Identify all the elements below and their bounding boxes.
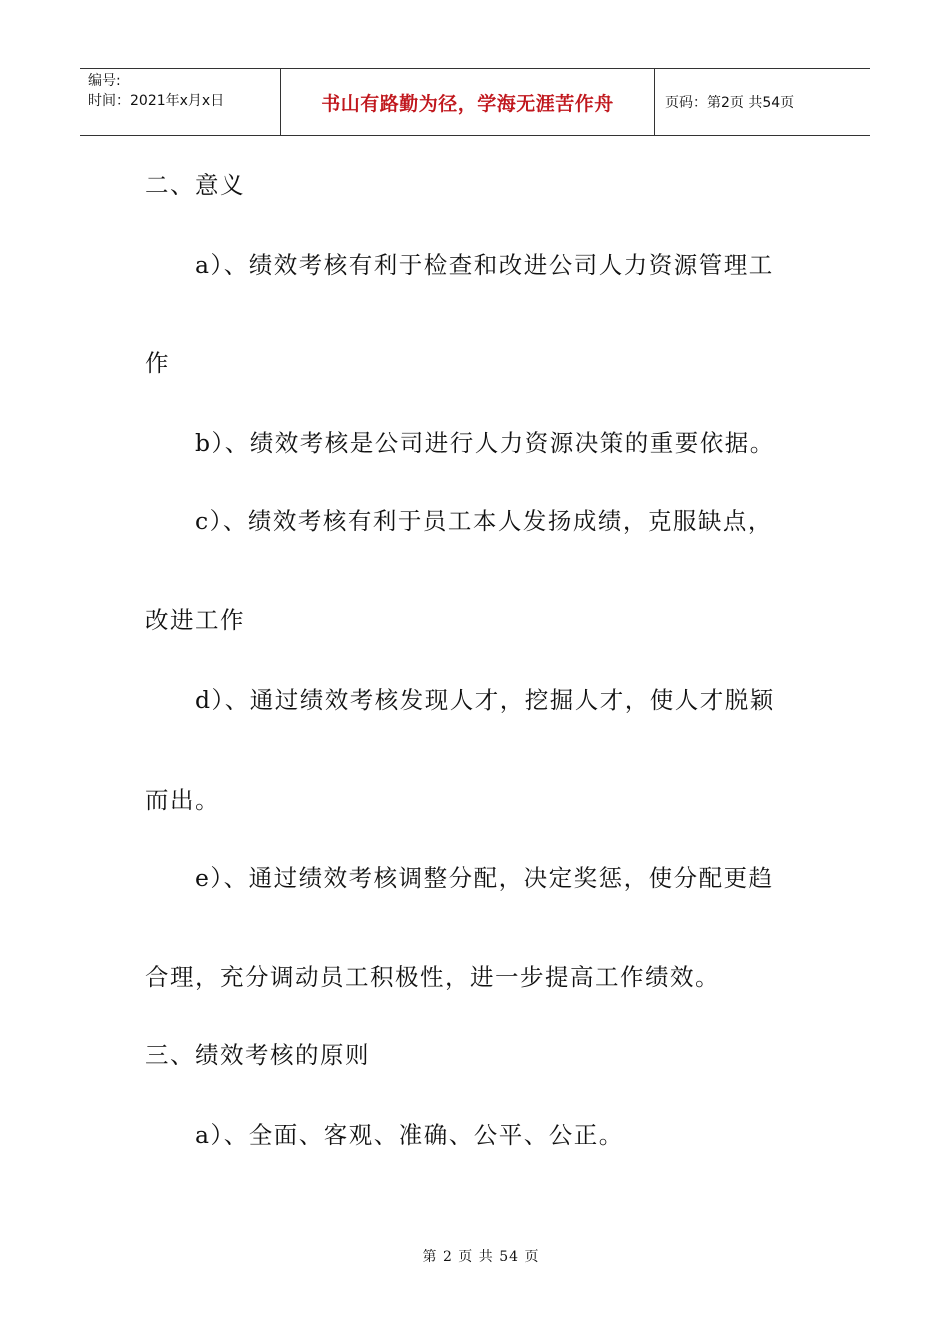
header-page-cell: [655, 69, 870, 135]
header-page-info: 页码：第2页 共54页: [665, 95, 795, 111]
paragraph-line: 改进工作: [145, 606, 245, 634]
paragraph-line: c）、绩效考核有利于员工本人发扬成绩，克服缺点，: [195, 507, 773, 535]
paragraph-line: a）、全面、客观、准确、公平、公正。: [195, 1121, 624, 1149]
paragraph-line: 合理，充分调动员工积极性，进一步提高工作绩效。: [145, 963, 720, 991]
paragraph-line: b）、绩效考核是公司进行人力资源决策的重要依据。: [195, 429, 775, 457]
paragraph-line: d）、通过绩效考核发现人才，挖掘人才，使人才脱颖: [195, 686, 775, 714]
section-heading-significance: 二、意义: [145, 171, 245, 199]
paragraph-line: e）、通过绩效考核调整分配，决定奖惩，使分配更趋: [195, 864, 774, 892]
paragraph-line: 作: [145, 349, 170, 377]
document-number-label: 编号:: [88, 73, 121, 89]
header-motto-cell: [281, 69, 655, 135]
page-header: [80, 68, 870, 136]
paragraph-line: 而出。: [145, 786, 220, 814]
header-motto: 书山有路勤为径，学海无涯苦作舟: [321, 92, 614, 115]
section-heading-principles: 三、绩效考核的原则: [145, 1041, 370, 1069]
page-footer: 第 2 页 共 54 页: [422, 1249, 540, 1265]
paragraph-line: a）、绩效考核有利于检查和改进公司人力资源管理工: [195, 251, 774, 279]
document-date-label: 时间：2021年x月x日: [88, 93, 225, 109]
header-meta-cell: [80, 69, 281, 135]
